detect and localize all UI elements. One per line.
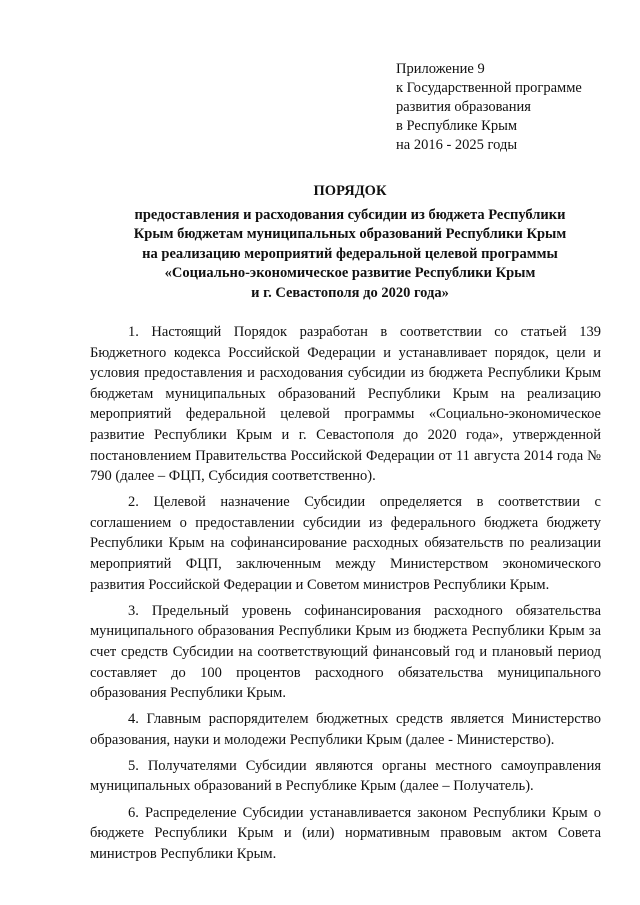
document-body <box>90 322 601 870</box>
subtitle-line: «Социально-экономическое развитие Республики Крым <box>164 265 536 281</box>
paragraph-4: 4. Главным распорядителем бюджетных средств является Министерство образования, науки и молодежи Республики Крым (далее - Министерство). <box>90 711 601 748</box>
appendix-reference <box>396 60 626 155</box>
subtitle-line: на реализацию мероприятий федеральной целевой программы <box>142 245 558 262</box>
paragraph-2: 2. Целевой назначение Субсидии определяется в соответствии с соглашением о предоставлении субсидии из федерального бюджета бюджету Республики Крым на софинансирование расходных обязательств по реализации мероприятий ФЦП, заключенным между Министерством экономического развития Российской Федерации и Советом министров Республики Крым. <box>90 494 601 593</box>
paragraph-5: 5. Получателями Субсидии являются органы местного самоуправления муниципальных образований в Республике Крым (далее – Получатель). <box>90 757 601 795</box>
subtitle-line: предоставления и расходования субсидии из бюджета Республики <box>134 206 566 223</box>
paragraph-6: 6. Распределение Субсидии устанавливается законом Республики Крым о бюджете Республики Крым и (или) нормативным правовым актом Совета министров Республики Крым. <box>90 804 601 862</box>
document-title: ПОРЯДОК <box>313 183 387 199</box>
appendix-line: развития образования <box>396 99 531 115</box>
appendix-line: к Государственной программе <box>396 80 582 96</box>
subtitle-line: Крым бюджетам муниципальных образований Республики Крым <box>133 226 567 242</box>
paragraph-1: 1. Настоящий Порядок разработан в соответствии со статьей 139 Бюджетного кодекса Российской Федерации и устанавливает порядок, цели и условия предоставления и расходования субсидии из бюджета Республики Крым бюджетам муниципальных образований Республики Крым на реализацию мероприятий федеральной целевой программы «Социально-экономическое развитие Республики Крым и г. Севастополя до 2020 года», утвержденной постановлением Правительства Российской Федерации от 11 августа 2014 года № 790 (далее – ФЦП, Субсидия соответственно). <box>90 324 601 485</box>
document-heading <box>80 182 620 303</box>
paragraph-3: 3. Предельный уровень софинансирования расходного обязательства муниципального образования Республики Крым из бюджета Республики Крым за счет средств Субсидии на соответствующий финансовый год и плановый период составляет до 100 процентов расходного обязательства муниципального образования Республики Крым. <box>90 602 601 702</box>
subtitle-line: и г. Севастополя до 2020 года» <box>251 284 449 301</box>
document-subtitle <box>80 206 620 304</box>
appendix-line: в Республике Крым <box>396 118 517 134</box>
appendix-line: Приложение 9 <box>396 61 485 77</box>
appendix-line: на 2016 - 2025 годы <box>396 137 518 153</box>
